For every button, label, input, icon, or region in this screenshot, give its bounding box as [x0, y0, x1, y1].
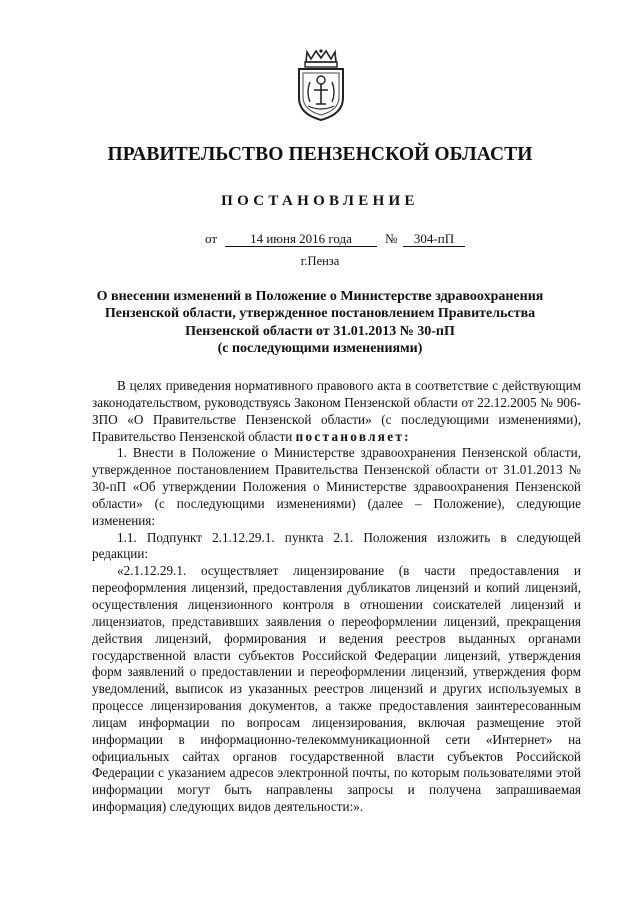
- document-heading: [70, 288, 570, 357]
- heading-line: Пензенской области, утвержденное постановлением Правительства: [104, 306, 536, 322]
- document-number: 304-пП: [403, 231, 465, 247]
- decree-word: постановляет: [295, 428, 405, 444]
- date-number-line: [205, 231, 465, 247]
- city: г.Пенза: [300, 254, 340, 268]
- paragraph-preamble: [92, 378, 581, 445]
- document-date: 14 июня 2016 года: [225, 231, 377, 247]
- heading-line: (с последующими изменениями): [217, 340, 423, 356]
- heading-line: О внесении изменений в Положение о Министерстве здравоохранения: [96, 289, 544, 304]
- document-body: [92, 378, 581, 816]
- coat-of-arms-icon: [290, 48, 352, 122]
- paragraph-item-1: 1. Внести в Положение о Министерстве здравоохранения Пензенской области, утвержденное постановлением Правительства Пензенской области от 31.01.2013 № 30-пП «Об утверждении Положения о Министерстве здравоохранения Пензенской области» (с последующими изменениями) (далее – Положение), следующие изменения:: [92, 445, 581, 528]
- preamble-text: В целях приведения нормативного правового акта в соответствие с действующим законодательством, руководствуясь Законом Пензенской области от 22.12.2005 № 906-ЗПО «О Правительстве Пензенской области» (с последующими изменениями), Правительство Пензенской области: [92, 378, 581, 444]
- number-sign: №: [385, 231, 398, 246]
- paragraph-item-1-1: 1.1. Подпункт 2.1.12.29.1. пункта 2.1. Положения изложить в следующей редакции:: [92, 529, 581, 562]
- paragraph-quote: «2.1.12.29.1. осуществляет лицензирование (в части предоставления и переоформления лицензий, предоставления дубликатов лицензий и копий лицензий, осуществления лицензионного контроля в отношении соискателей лицензий и лицензиатов, представивших заявления о переоформлении лицензий, прекращения действия лицензий, формирования и ведения реестров выданных органами государственной власти субъектов Российской Федерации лицензий, утверждения форм заявлений о предоставлении и переоформлении лицензий, утверждения форм уведомлений, выписок из указанных реестров лицензий и других используемых в процессе лицензирования документов, а также предоставления заинтересованным лицам информации по вопросам лицензирования, включая размещение этой информации в информационно-телекоммуникационной сети «Интернет» на официальных сайтах органов государственной власти субъектов Российской Федерации с указанием адресов электронной почты, по которым пользователями этой информации могут быть направлены запросы и получена запрашиваемая информация) следующих видов деятельности:».: [92, 563, 581, 815]
- document-type: ПОСТАНОВЛЕНИЕ: [221, 193, 419, 209]
- decree-colon: :: [404, 428, 411, 444]
- date-prefix: от: [205, 231, 218, 246]
- heading-line: Пензенской области от 31.01.2013 № 30-пП: [185, 323, 455, 339]
- government-title: ПРАВИТЕЛЬСТВО ПЕНЗЕНСКОЙ ОБЛАСТИ: [107, 144, 533, 165]
